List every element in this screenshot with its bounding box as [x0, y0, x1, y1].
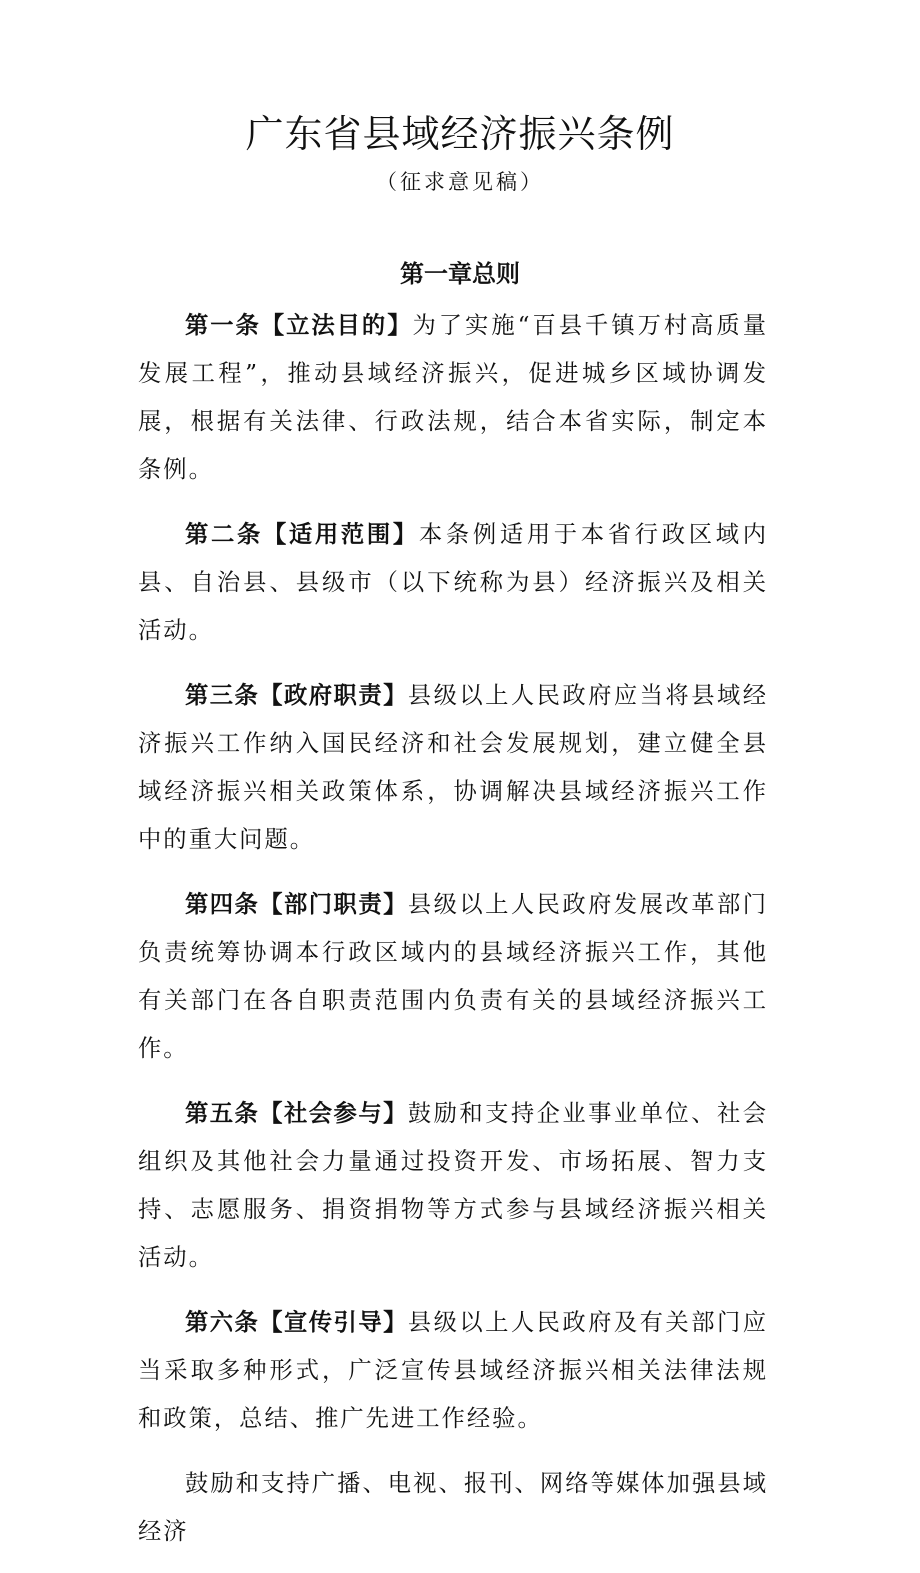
- article-5: [138, 1090, 768, 1282]
- article-text: 为了实施“百县千镇万村高质量发展工程”，推动县域经济振兴，促进城乡区域协调发展，根据有关法律、行政法规，结合本省实际，制定本条例。: [138, 312, 769, 483]
- document-body: [138, 302, 768, 1573]
- article-text: 本条例适用于本省行政区域内县、自治县、县级市（以下统称为县）经济振兴及相关活动。: [138, 521, 769, 644]
- chapter-title: 第一章总则: [400, 260, 520, 288]
- article-6: [138, 1299, 768, 1443]
- article-heading: 第六条【宣传引导】: [185, 1309, 408, 1336]
- article-1: [138, 302, 768, 494]
- article-text: 鼓励和支持企业事业单位、社会组织及其他社会力量通过投资开发、市场拓展、智力支持、志愿服务、捐资捐物等方式参与县域经济振兴相关活动。: [138, 1100, 769, 1271]
- continuation-paragraph: 鼓励和支持广播、电视、报刊、网络等媒体加强县域经济: [138, 1470, 768, 1545]
- article-2: [138, 511, 768, 655]
- article-text: 县级以上人民政府发展改革部门负责统筹协调本行政区域内的县域经济振兴工作，其他有关部门在各自职责范围内负责有关的县域经济振兴工作。: [138, 891, 769, 1062]
- article-heading: 第三条【政府职责】: [185, 682, 408, 709]
- article-heading: 第五条【社会参与】: [185, 1100, 408, 1127]
- article-heading: 第一条【立法目的】: [185, 312, 413, 339]
- article-heading: 第二条【适用范围】: [185, 521, 419, 548]
- article-3: [138, 672, 768, 864]
- article-4: [138, 881, 768, 1073]
- article-text: 县级以上人民政府应当将县域经济振兴工作纳入国民经济和社会发展规划，建立健全县域经济振兴相关政策体系，协调解决县域经济振兴工作中的重大问题。: [138, 682, 769, 853]
- document-title: 广东省县域经济振兴条例: [245, 112, 675, 156]
- article-text: 县级以上人民政府及有关部门应当采取多种形式，广泛宣传县域经济振兴相关法律法规和政策，总结、推广先进工作经验。: [138, 1309, 769, 1432]
- document-subtitle: （征求意见稿）: [376, 170, 544, 194]
- article-heading: 第四条【部门职责】: [185, 891, 408, 918]
